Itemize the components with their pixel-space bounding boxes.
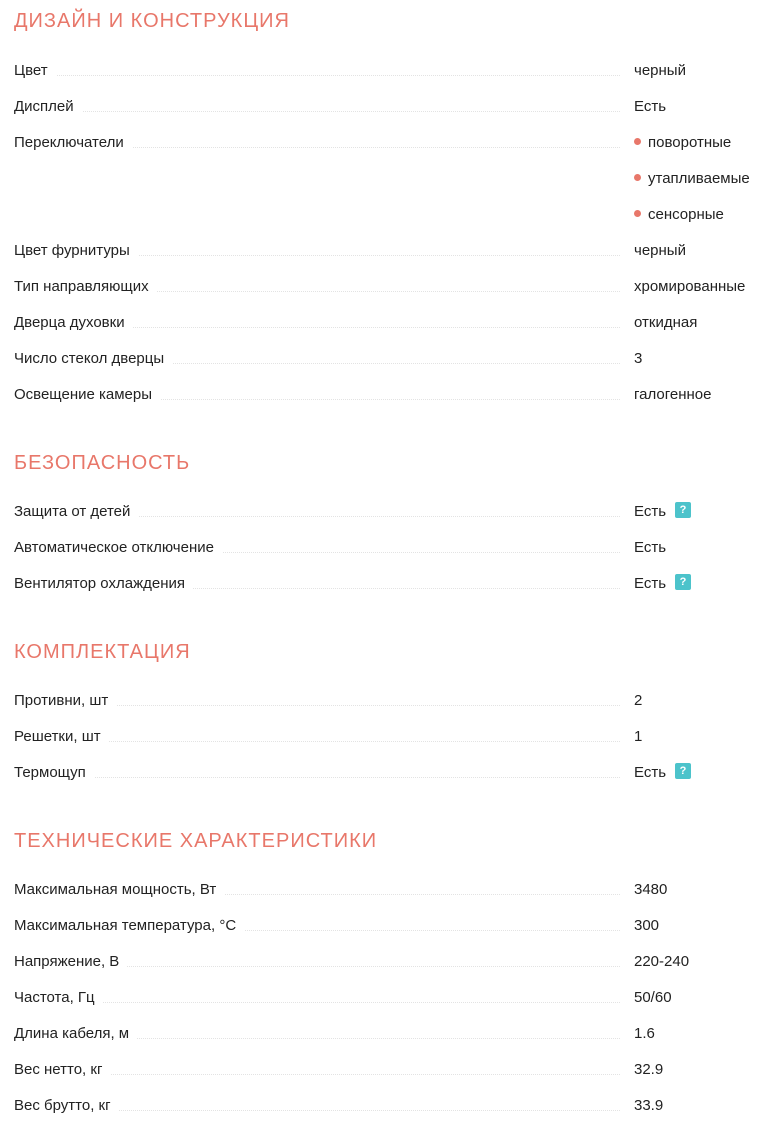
dotted-leader — [14, 1002, 620, 1003]
spec-label: Вентилятор охлаждения — [14, 572, 193, 596]
spec-row-color — [14, 59, 764, 83]
spec-label: Максимальная мощность, Вт — [14, 878, 224, 902]
spec-row-fittings-color — [14, 239, 764, 263]
dotted-leader — [14, 75, 620, 76]
section-title-design: ДИЗАЙН И КОНСТРУКЦИЯ — [14, 10, 290, 32]
spec-value: откидная — [634, 314, 698, 331]
spec-value: галогенное — [634, 386, 712, 403]
spec-row-switches-cont — [14, 167, 764, 191]
spec-label: Переключатели — [14, 131, 132, 155]
spec-row-auto-shutoff — [14, 536, 764, 560]
section-title-technical: ТЕХНИЧЕСКИЕ ХАРАКТЕРИСТИКИ — [14, 830, 378, 852]
spec-label: Число стекол дверцы — [14, 347, 172, 371]
spec-row-switches — [14, 131, 764, 155]
spec-value: Есть — [634, 503, 667, 520]
spec-value: черный — [634, 242, 686, 259]
spec-value-item — [634, 131, 731, 155]
spec-label: Термощуп — [14, 761, 94, 785]
spec-value: 3480 — [634, 881, 668, 898]
spec-value: 2 — [634, 692, 643, 709]
bullet-icon — [634, 210, 641, 217]
spec-label: Вес брутто, кг — [14, 1094, 119, 1118]
spec-value-text: сенсорные — [648, 206, 724, 223]
spec-row-frequency — [14, 986, 764, 1010]
spec-value: 3 — [634, 350, 643, 367]
spec-label: Частота, Гц — [14, 986, 103, 1010]
spec-row-cable-length — [14, 1022, 764, 1046]
spec-value-text: утапливаемые — [648, 170, 750, 187]
dotted-leader — [14, 777, 620, 778]
spec-row-oven-door — [14, 311, 764, 335]
help-icon[interactable]: ? — [675, 574, 691, 590]
spec-row-max-temp — [14, 914, 764, 938]
spec-value-text: поворотные — [648, 134, 732, 151]
bullet-icon — [634, 174, 641, 181]
spec-row-child-lock — [14, 500, 764, 524]
spec-label: Решетки, шт — [14, 725, 109, 749]
spec-label: Дверца духовки — [14, 311, 133, 335]
spec-value-wrap — [634, 500, 691, 524]
spec-row-max-power — [14, 878, 764, 902]
spec-value: Есть — [634, 98, 667, 115]
spec-row-switches-cont — [14, 203, 764, 227]
spec-label: Максимальная температура, °C — [14, 914, 244, 938]
spec-label: Освещение камеры — [14, 383, 160, 407]
spec-row-trays — [14, 689, 764, 713]
spec-label: Противни, шт — [14, 689, 116, 713]
spec-value: 1.6 — [634, 1025, 655, 1042]
spec-value: 50/60 — [634, 989, 672, 1006]
spec-value: Есть — [634, 575, 667, 592]
spec-value: 33.9 — [634, 1097, 664, 1114]
spec-value: черный — [634, 62, 686, 79]
dotted-leader — [14, 111, 620, 112]
spec-row-rails-type — [14, 275, 764, 299]
spec-row-probe — [14, 761, 764, 785]
help-icon[interactable]: ? — [675, 502, 691, 518]
spec-row-cooling-fan — [14, 572, 764, 596]
spec-label: Вес нетто, кг — [14, 1058, 110, 1082]
spec-label: Дисплей — [14, 95, 82, 119]
spec-value-wrap — [634, 572, 691, 596]
section-title-safety: БЕЗОПАСНОСТЬ — [14, 452, 191, 474]
spec-label: Защита от детей — [14, 500, 138, 524]
spec-label: Цвет — [14, 59, 56, 83]
spec-row-voltage — [14, 950, 764, 974]
spec-label: Длина кабеля, м — [14, 1022, 137, 1046]
spec-value: 1 — [634, 728, 643, 745]
section-title-package: КОМПЛЕКТАЦИЯ — [14, 641, 191, 663]
spec-row-net-weight — [14, 1058, 764, 1082]
spec-value: 300 — [634, 917, 660, 934]
spec-value-item — [634, 167, 750, 191]
spec-value: 220-240 — [634, 953, 690, 970]
spec-label: Напряжение, В — [14, 950, 127, 974]
spec-row-display — [14, 95, 764, 119]
spec-row-gross-weight — [14, 1094, 764, 1118]
spec-value: 32.9 — [634, 1061, 664, 1078]
spec-row-lighting — [14, 383, 764, 407]
bullet-icon — [634, 138, 641, 145]
spec-row-door-glass — [14, 347, 764, 371]
spec-label: Тип направляющих — [14, 275, 157, 299]
spec-label: Цвет фурнитуры — [14, 239, 138, 263]
spec-label: Автоматическое отключение — [14, 536, 222, 560]
spec-value: хромированные — [634, 278, 746, 295]
spec-value: Есть — [634, 539, 667, 556]
help-icon[interactable]: ? — [675, 763, 691, 779]
spec-value-wrap — [634, 761, 691, 785]
spec-value-item — [634, 203, 724, 227]
spec-row-grids — [14, 725, 764, 749]
spec-value: Есть — [634, 764, 667, 781]
